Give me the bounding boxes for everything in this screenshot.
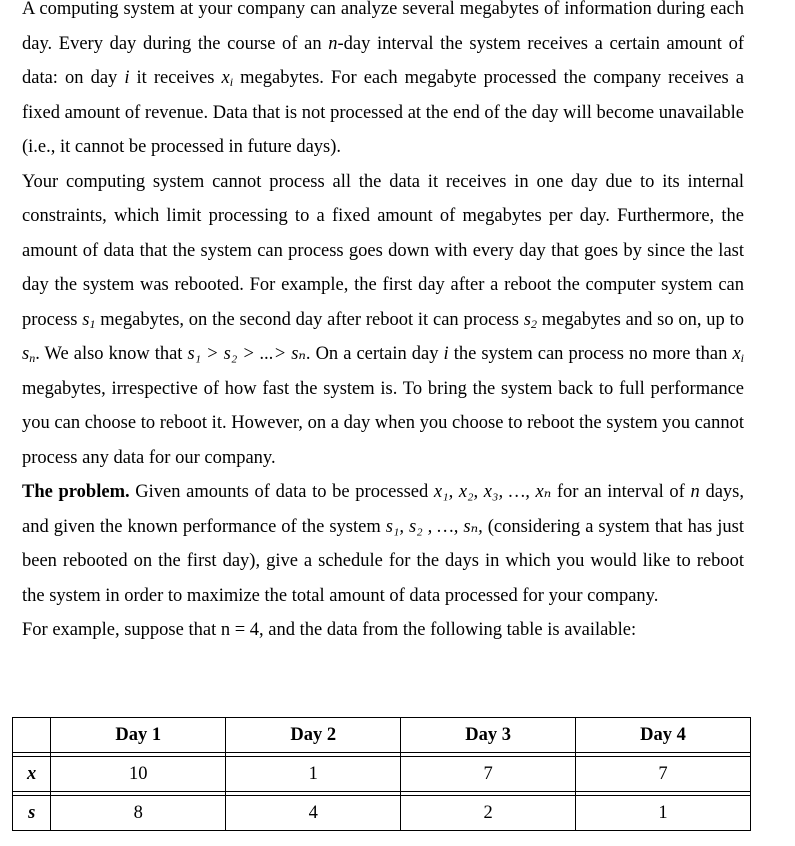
table-row (13, 757, 751, 792)
table-cell: 7 (401, 757, 576, 792)
header-day-2: Day 2 (226, 718, 401, 753)
subscript-i: i (229, 75, 234, 89)
table-cell: 1 (576, 796, 751, 831)
text-run: it receives (129, 68, 222, 88)
table-cell: 8 (51, 796, 226, 831)
table-cell: 10 (51, 757, 226, 792)
var-s: s (22, 344, 30, 364)
x-sequence: x₁, x₂, x₃, …, xₙ (433, 482, 552, 502)
intro-paragraph (22, 0, 744, 165)
text-run: Your computing system cannot process all the data it receives in one day due to its internal constraints, which limit processing to a fixed amount of megabytes per day. Furthermore, the amount of data that the system can process goes down with every day that goes by since the last day the system was rebooted. For example, the first day after a reboot the computer system can process (22, 171, 744, 330)
text-run: Given amounts of data to be processed (129, 482, 434, 502)
text-run: -day interval the system receives a certain amount of data: on day (22, 33, 744, 88)
table-row (13, 796, 751, 831)
row-label-s: s (13, 796, 51, 831)
header-day-4: Day 4 (576, 718, 751, 753)
text-run: . We also know that (35, 344, 188, 364)
text-run: megabytes and so on, up to (536, 309, 744, 330)
problem-document (22, 0, 744, 648)
subscript-2: 2 (530, 316, 537, 331)
var-n: n (690, 482, 700, 502)
row-label-x: x (13, 757, 51, 792)
text-run: (considering a system that has just been rebooted on the first day), give a schedule for the days in which you would like to reboot the system in order to maximize the total amount of data processed for your company. (22, 516, 744, 606)
inequality: s₁ > s₂ > ...> sₙ (187, 344, 306, 364)
text-run: for an interval of (551, 482, 691, 502)
table-header-row (13, 718, 751, 753)
text-run: megabytes, irrespective of how fast the system is. To bring the system back to full performance you can choose to reboot it. However, on a day when you choose to reboot the system you cannot process any data for our company. (22, 378, 744, 468)
table-cell: 7 (576, 757, 751, 792)
var-x: x (221, 68, 230, 88)
problem-heading: The problem. (22, 482, 130, 502)
subscript-n: n (29, 351, 36, 365)
header-day-1: Day 1 (51, 718, 226, 753)
header-day-3: Day 3 (401, 718, 576, 753)
data-table (12, 717, 751, 831)
table-cell: 4 (226, 796, 401, 831)
example-line: For example, suppose that n = 4, and the data from the following table is available: (22, 620, 637, 640)
corner-cell (13, 718, 51, 753)
subscript-i: i (740, 351, 744, 365)
subscript-1: 1 (89, 316, 96, 331)
var-i: i (124, 68, 130, 88)
s-sequence: s₁, s₂ , …, sₙ, (385, 516, 483, 537)
text-run: . On a certain day (305, 344, 444, 364)
text-run: megabytes. For each megabyte processed the company receives a fixed amount of revenue. Data that is not processed at the end of the day will become unavailable (i.e., it cannot be processed in future days). (22, 68, 744, 157)
var-i: i (443, 344, 449, 364)
problem-paragraph (22, 475, 744, 613)
text-run: A computing system at your company can analyze several megabytes of information during each day. Every day during the course of an (22, 0, 744, 54)
text-run: megabytes, on the second day after reboot it can process (95, 309, 524, 330)
constraints-paragraph (22, 165, 744, 476)
text-run: days, and given the known performance of the system (22, 482, 744, 537)
var-s: s (523, 309, 531, 330)
var-x: x (732, 344, 741, 364)
var-s: s (82, 309, 90, 330)
table-cell: 1 (226, 757, 401, 792)
var-n: n (328, 33, 338, 54)
text-run: the system can process no more than (448, 344, 733, 364)
table-cell: 2 (401, 796, 576, 831)
